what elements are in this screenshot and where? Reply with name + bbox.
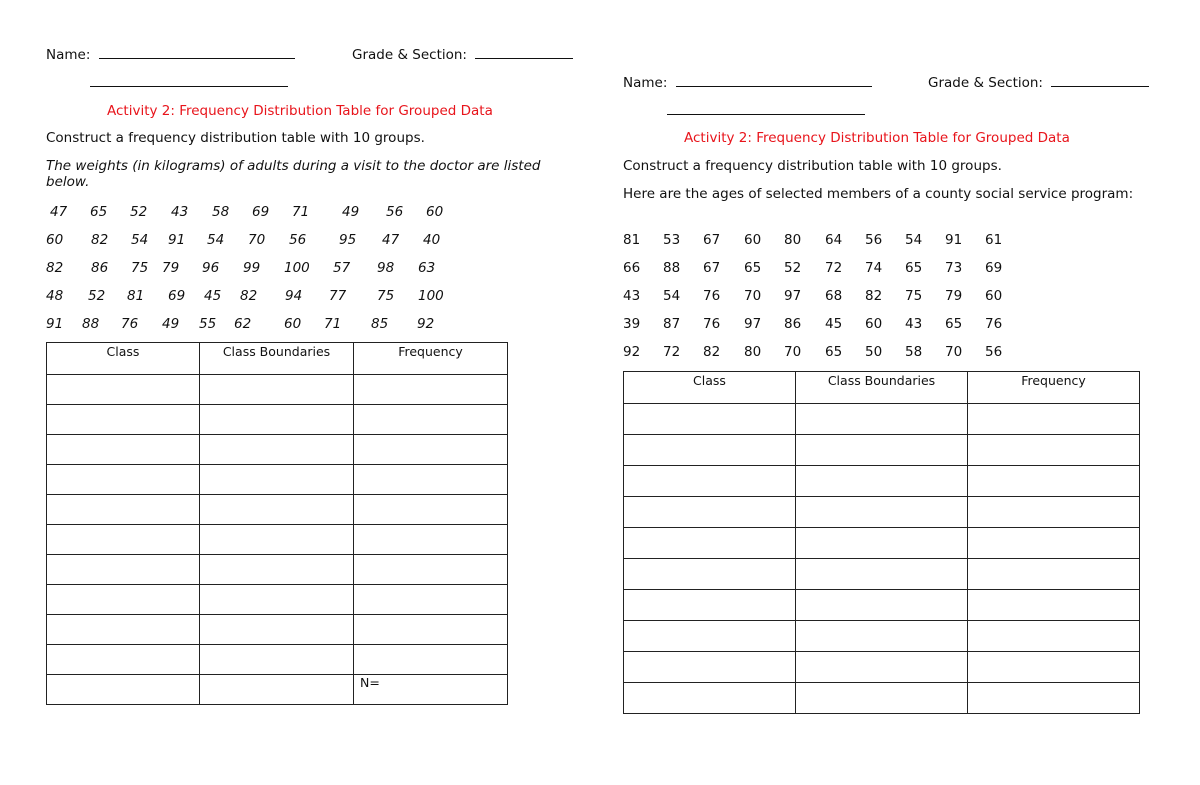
data-value: 52 bbox=[784, 260, 802, 276]
data-value: 95 bbox=[339, 232, 357, 248]
data-value: 70 bbox=[744, 288, 762, 304]
extra-blank[interactable] bbox=[667, 102, 865, 115]
data-value: 69 bbox=[252, 204, 270, 220]
frequency-table bbox=[623, 371, 1140, 714]
data-value: 70 bbox=[248, 232, 266, 248]
data-value: 75 bbox=[131, 260, 149, 276]
cell-boundaries[interactable] bbox=[200, 615, 354, 645]
data-value: 67 bbox=[703, 232, 721, 248]
cell-frequency[interactable] bbox=[354, 555, 508, 585]
grade-label: Grade & Section: bbox=[928, 75, 1043, 91]
cell-frequency[interactable] bbox=[968, 497, 1140, 528]
table-row bbox=[47, 465, 508, 495]
table-header-row bbox=[624, 372, 1140, 404]
header-class-boundaries: Class Boundaries bbox=[796, 372, 968, 404]
table-row bbox=[47, 555, 508, 585]
data-value: 88 bbox=[663, 260, 681, 276]
cell-frequency[interactable] bbox=[968, 590, 1140, 621]
data-value: 68 bbox=[825, 288, 843, 304]
table-row bbox=[624, 435, 1140, 466]
header-class: Class bbox=[624, 372, 796, 404]
cell-boundaries[interactable] bbox=[200, 435, 354, 465]
table-row bbox=[47, 495, 508, 525]
data-value: 70 bbox=[784, 344, 802, 360]
data-value: 67 bbox=[703, 260, 721, 276]
name-blank[interactable] bbox=[676, 74, 872, 87]
data-value: 60 bbox=[865, 316, 883, 332]
data-value: 65 bbox=[90, 204, 108, 220]
data-value: 97 bbox=[784, 288, 802, 304]
grade-label: Grade & Section: bbox=[352, 47, 467, 63]
data-value: 81 bbox=[127, 288, 145, 304]
data-value: 69 bbox=[168, 288, 186, 304]
cell-frequency[interactable] bbox=[968, 683, 1140, 714]
cell-boundaries[interactable] bbox=[796, 559, 968, 590]
data-value: 71 bbox=[292, 204, 310, 220]
data-value: 65 bbox=[825, 344, 843, 360]
data-value: 82 bbox=[46, 260, 64, 276]
cell-boundaries[interactable] bbox=[796, 683, 968, 714]
data-value: 60 bbox=[426, 204, 444, 220]
table-row bbox=[47, 645, 508, 675]
data-value: 54 bbox=[905, 232, 923, 248]
cell-boundaries[interactable] bbox=[796, 528, 968, 559]
data-value: 60 bbox=[284, 316, 302, 332]
data-value: 92 bbox=[417, 316, 435, 332]
cell-boundaries[interactable] bbox=[200, 675, 354, 705]
cell-frequency[interactable] bbox=[354, 435, 508, 465]
header-frequency: Frequency bbox=[968, 372, 1140, 404]
cell-class[interactable] bbox=[47, 525, 200, 555]
extra-line bbox=[90, 74, 288, 91]
data-value: 75 bbox=[905, 288, 923, 304]
cell-boundaries[interactable] bbox=[796, 652, 968, 683]
data-value: 52 bbox=[130, 204, 148, 220]
total-n-cell[interactable] bbox=[354, 675, 508, 705]
data-value: 43 bbox=[905, 316, 923, 332]
instruction: Construct a frequency distribution table with 10 groups. bbox=[46, 130, 425, 146]
cell-frequency[interactable] bbox=[968, 404, 1140, 435]
data-value: 54 bbox=[663, 288, 681, 304]
data-value: 52 bbox=[88, 288, 106, 304]
header-class: Class bbox=[47, 343, 200, 375]
cell-frequency[interactable] bbox=[354, 525, 508, 555]
data-description: The weights (in kilograms) of adults during a visit to the doctor are listed below. bbox=[46, 158, 541, 190]
cell-frequency[interactable] bbox=[968, 466, 1140, 497]
cell-class[interactable] bbox=[47, 405, 200, 435]
table-row bbox=[624, 621, 1140, 652]
data-value: 43 bbox=[623, 288, 641, 304]
cell-boundaries[interactable] bbox=[796, 497, 968, 528]
data-value: 56 bbox=[386, 204, 404, 220]
cell-boundaries[interactable] bbox=[200, 405, 354, 435]
data-value: 48 bbox=[46, 288, 64, 304]
name-blank[interactable] bbox=[99, 46, 295, 59]
cell-class[interactable] bbox=[47, 435, 200, 465]
cell-boundaries[interactable] bbox=[200, 645, 354, 675]
data-value: 39 bbox=[623, 316, 641, 332]
data-value: 86 bbox=[784, 316, 802, 332]
header-frequency: Frequency bbox=[354, 343, 508, 375]
data-value: 72 bbox=[663, 344, 681, 360]
data-value: 94 bbox=[285, 288, 303, 304]
cell-frequency[interactable] bbox=[354, 405, 508, 435]
cell-class[interactable] bbox=[624, 559, 796, 590]
data-value: 65 bbox=[945, 316, 963, 332]
table-row bbox=[47, 405, 508, 435]
data-value: 77 bbox=[329, 288, 347, 304]
table-row bbox=[47, 375, 508, 405]
cell-frequency[interactable] bbox=[968, 621, 1140, 652]
table-row bbox=[624, 683, 1140, 714]
cell-class[interactable] bbox=[47, 495, 200, 525]
data-value: 80 bbox=[744, 344, 762, 360]
cell-class[interactable] bbox=[624, 621, 796, 652]
data-value: 82 bbox=[240, 288, 258, 304]
data-value: 88 bbox=[82, 316, 100, 332]
cell-frequency[interactable] bbox=[354, 465, 508, 495]
data-value: 60 bbox=[744, 232, 762, 248]
name-line bbox=[623, 74, 872, 91]
data-value: 54 bbox=[131, 232, 149, 248]
data-value: 91 bbox=[168, 232, 186, 248]
data-value: 45 bbox=[825, 316, 843, 332]
cell-frequency[interactable] bbox=[968, 559, 1140, 590]
data-value: 79 bbox=[162, 260, 180, 276]
extra-line bbox=[667, 102, 865, 119]
data-value: 65 bbox=[905, 260, 923, 276]
data-value: 45 bbox=[204, 288, 222, 304]
table-row bbox=[624, 466, 1140, 497]
data-value: 100 bbox=[418, 288, 444, 304]
data-value: 60 bbox=[985, 288, 1003, 304]
cell-frequency[interactable] bbox=[354, 645, 508, 675]
cell-boundaries[interactable] bbox=[200, 375, 354, 405]
frequency-table bbox=[46, 342, 508, 705]
cell-boundaries[interactable] bbox=[200, 585, 354, 615]
cell-class[interactable] bbox=[624, 466, 796, 497]
data-value: 75 bbox=[377, 288, 395, 304]
data-value: 66 bbox=[623, 260, 641, 276]
activity-title: Activity 2: Frequency Distribution Table for Grouped Data bbox=[107, 103, 493, 119]
data-value: 71 bbox=[324, 316, 342, 332]
cell-class[interactable] bbox=[624, 497, 796, 528]
data-value: 47 bbox=[382, 232, 400, 248]
table-row bbox=[47, 435, 508, 465]
table-row bbox=[624, 590, 1140, 621]
cell-boundaries[interactable] bbox=[200, 555, 354, 585]
extra-blank[interactable] bbox=[90, 74, 288, 87]
table-row bbox=[624, 404, 1140, 435]
cell-frequency[interactable] bbox=[354, 615, 508, 645]
cell-boundaries[interactable] bbox=[796, 466, 968, 497]
data-value: 63 bbox=[418, 260, 436, 276]
table-row bbox=[624, 528, 1140, 559]
cell-class[interactable] bbox=[47, 555, 200, 585]
name-line bbox=[46, 46, 295, 63]
data-value: 64 bbox=[825, 232, 843, 248]
cell-class[interactable] bbox=[47, 675, 200, 705]
data-value: 74 bbox=[865, 260, 883, 276]
data-value: 72 bbox=[825, 260, 843, 276]
data-value: 98 bbox=[377, 260, 395, 276]
data-value: 70 bbox=[945, 344, 963, 360]
data-value: 49 bbox=[342, 204, 360, 220]
data-value: 56 bbox=[865, 232, 883, 248]
worksheet-right bbox=[577, 0, 1137, 785]
data-value: 80 bbox=[784, 232, 802, 248]
data-value: 76 bbox=[703, 288, 721, 304]
data-value: 65 bbox=[744, 260, 762, 276]
data-value: 76 bbox=[985, 316, 1003, 332]
data-value: 56 bbox=[289, 232, 307, 248]
cell-class[interactable] bbox=[624, 435, 796, 466]
cell-class[interactable] bbox=[47, 375, 200, 405]
cell-frequency[interactable] bbox=[968, 528, 1140, 559]
cell-boundaries[interactable] bbox=[200, 495, 354, 525]
data-value: 100 bbox=[284, 260, 310, 276]
cell-class[interactable] bbox=[624, 590, 796, 621]
total-n-label: N= bbox=[360, 675, 380, 690]
data-value: 82 bbox=[865, 288, 883, 304]
data-value: 76 bbox=[703, 316, 721, 332]
data-value: 49 bbox=[162, 316, 180, 332]
data-value: 91 bbox=[46, 316, 64, 332]
data-value: 58 bbox=[212, 204, 230, 220]
table-row bbox=[624, 652, 1140, 683]
worksheet-left bbox=[0, 0, 560, 785]
cell-frequency[interactable] bbox=[354, 585, 508, 615]
data-value: 69 bbox=[985, 260, 1003, 276]
data-value: 79 bbox=[945, 288, 963, 304]
cell-class[interactable] bbox=[47, 615, 200, 645]
data-value: 43 bbox=[171, 204, 189, 220]
cell-boundaries[interactable] bbox=[796, 590, 968, 621]
cell-boundaries[interactable] bbox=[796, 404, 968, 435]
data-value: 73 bbox=[945, 260, 963, 276]
cell-frequency[interactable] bbox=[968, 652, 1140, 683]
name-label: Name: bbox=[623, 75, 668, 91]
data-value: 92 bbox=[623, 344, 641, 360]
data-value: 86 bbox=[91, 260, 109, 276]
cell-frequency[interactable] bbox=[968, 435, 1140, 466]
table-row bbox=[47, 585, 508, 615]
data-value: 97 bbox=[744, 316, 762, 332]
cell-boundaries[interactable] bbox=[200, 525, 354, 555]
instruction: Construct a frequency distribution table with 10 groups. bbox=[623, 158, 1002, 174]
activity-title: Activity 2: Frequency Distribution Table for Grouped Data bbox=[684, 130, 1070, 146]
table-row bbox=[624, 497, 1140, 528]
data-value: 91 bbox=[945, 232, 963, 248]
data-value: 50 bbox=[865, 344, 883, 360]
data-value: 57 bbox=[333, 260, 351, 276]
grade-line bbox=[928, 74, 1149, 91]
data-value: 81 bbox=[623, 232, 641, 248]
table-row bbox=[624, 559, 1140, 590]
data-description: Here are the ages of selected members of a county social service program: bbox=[623, 186, 1134, 202]
data-value: 87 bbox=[663, 316, 681, 332]
cell-class[interactable] bbox=[47, 645, 200, 675]
data-value: 99 bbox=[243, 260, 261, 276]
data-value: 40 bbox=[423, 232, 441, 248]
grade-line bbox=[352, 46, 573, 63]
cell-class[interactable] bbox=[47, 585, 200, 615]
cell-class[interactable] bbox=[47, 465, 200, 495]
cell-boundaries[interactable] bbox=[796, 621, 968, 652]
table-row bbox=[47, 615, 508, 645]
data-value: 53 bbox=[663, 232, 681, 248]
cell-frequency[interactable] bbox=[354, 495, 508, 525]
cell-class[interactable] bbox=[624, 404, 796, 435]
cell-boundaries[interactable] bbox=[200, 465, 354, 495]
cell-class[interactable] bbox=[624, 652, 796, 683]
data-value: 54 bbox=[207, 232, 225, 248]
cell-boundaries[interactable] bbox=[796, 435, 968, 466]
data-value: 56 bbox=[985, 344, 1003, 360]
data-value: 96 bbox=[202, 260, 220, 276]
data-value: 82 bbox=[703, 344, 721, 360]
data-value: 47 bbox=[50, 204, 68, 220]
data-value: 58 bbox=[905, 344, 923, 360]
data-value: 60 bbox=[46, 232, 64, 248]
table-header-row bbox=[47, 343, 508, 375]
data-value: 61 bbox=[985, 232, 1003, 248]
data-value: 55 bbox=[199, 316, 217, 332]
cell-class[interactable] bbox=[624, 528, 796, 559]
cell-class[interactable] bbox=[624, 683, 796, 714]
data-value: 85 bbox=[371, 316, 389, 332]
grade-blank[interactable] bbox=[475, 46, 573, 59]
table-total-row bbox=[47, 675, 508, 705]
table-row bbox=[47, 525, 508, 555]
data-value: 62 bbox=[234, 316, 252, 332]
data-value: 82 bbox=[91, 232, 109, 248]
cell-frequency[interactable] bbox=[354, 375, 508, 405]
data-value: 76 bbox=[121, 316, 139, 332]
name-label: Name: bbox=[46, 47, 91, 63]
header-class-boundaries: Class Boundaries bbox=[200, 343, 354, 375]
grade-blank[interactable] bbox=[1051, 74, 1149, 87]
